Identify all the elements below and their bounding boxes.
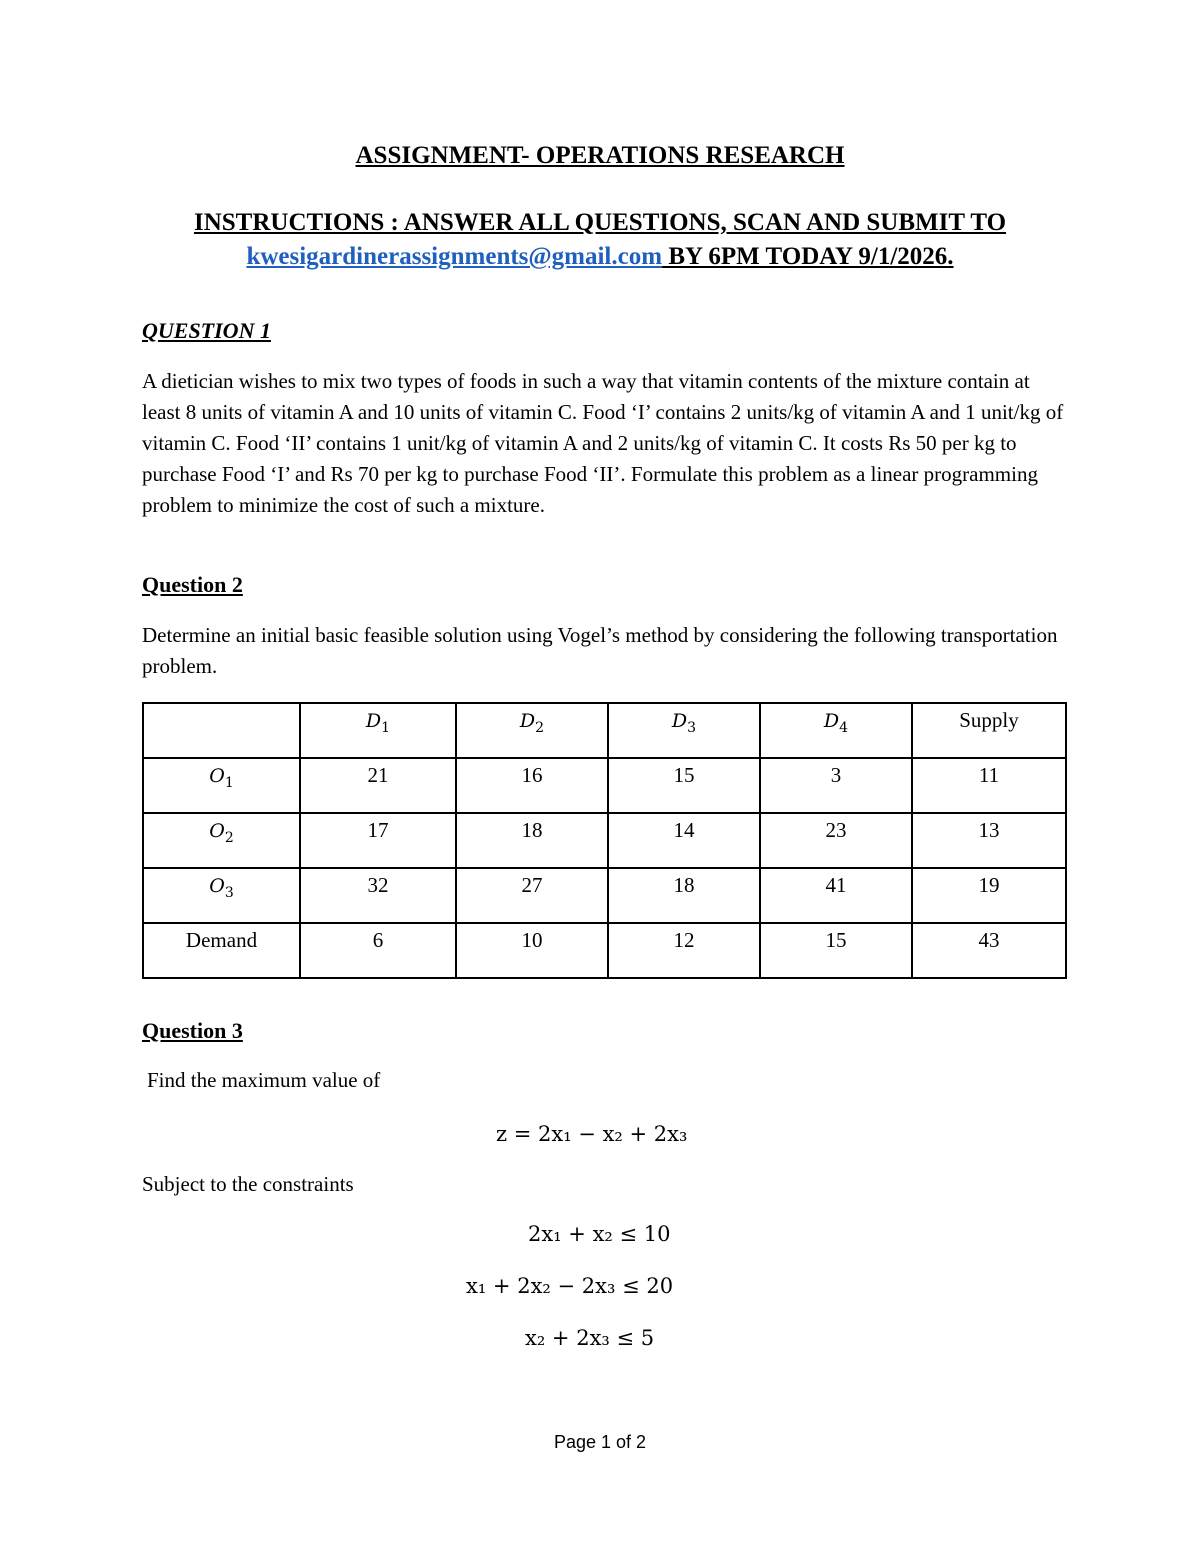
deadline-text: BY 6PM TODAY 9/1/2026. (662, 243, 954, 270)
header-d3: $D_3$ (608, 703, 760, 758)
row-label-o2: $O_2$ (143, 813, 300, 868)
table-cell: 11 (912, 758, 1066, 813)
demand-row (143, 923, 1066, 978)
table-cell: 12 (608, 923, 760, 978)
table-cell: 43 (912, 923, 1066, 978)
constraint-2: x₁ + 2x₂ − 2x₃ ≤ 20 (466, 1274, 674, 1298)
question-3-heading: Question 3 (142, 1018, 243, 1043)
table-corner-cell (143, 703, 300, 758)
transportation-table (142, 702, 1067, 979)
question-3-intro: Find the maximum value of (147, 1068, 381, 1092)
email-link[interactable]: kwesigardinerassignments@gmail.com (246, 243, 663, 270)
table-cell: 14 (608, 813, 760, 868)
table-header-row (143, 703, 1066, 758)
table-cell: 23 (760, 813, 912, 868)
question-1-heading: QUESTION 1 (142, 318, 271, 343)
instructions-text: INSTRUCTIONS : ANSWER ALL QUESTIONS, SCAN AND SUBMIT TO (193, 209, 1007, 236)
row-label-o1: $O_1$ (143, 758, 300, 813)
table-cell: 18 (456, 813, 608, 868)
table-row (143, 813, 1066, 868)
header-d4: $D_4$ (760, 703, 912, 758)
header-d2: $D_2$ (456, 703, 608, 758)
row-label-o3: $O_3$ (143, 868, 300, 923)
constraint-1: 2x₁ + x₂ ≤ 10 (528, 1222, 671, 1246)
table-row (143, 868, 1066, 923)
objective-function: z = 2x₁ − x₂ + 2x₃ (496, 1122, 688, 1146)
header-supply: Supply (912, 703, 1066, 758)
table-cell: 13 (912, 813, 1066, 868)
table-cell: 16 (456, 758, 608, 813)
table-cell: 17 (300, 813, 456, 868)
question-1-text: A dietician wishes to mix two types of foods in such a way that vitamin contents of the mixture contain at least 8 units of vitamin A and 10 units of vitamin C. Food ‘I’ contains 2 units/kg of vitamin A and 1 unit/kg of vitamin C. Food ‘II’ contains 1 unit/kg of vitamin A and 2 units/kg of vitamin C. It costs Rs 50 per kg to purchase Food ‘I’ and Rs 70 per kg to purchase Food ‘II’. Formulate this problem as a linear programming problem to minimize the cost of such a mixture. (142, 369, 1064, 517)
question-2-text: Determine an initial basic feasible solution using Vogel’s method by considering the following transportation problem. (142, 623, 1058, 678)
table-cell: 32 (300, 868, 456, 923)
question-2-heading: Question 2 (142, 572, 243, 597)
constraints-label: Subject to the constraints (142, 1172, 354, 1196)
row-label-demand: Demand (143, 923, 300, 978)
header-d1: $D_1$ (300, 703, 456, 758)
table-cell: 6 (300, 923, 456, 978)
page-title: ASSIGNMENT- OPERATIONS RESEARCH (355, 142, 845, 169)
table-cell: 41 (760, 868, 912, 923)
table-cell: 15 (608, 758, 760, 813)
table-row (143, 758, 1066, 813)
table-cell: 3 (760, 758, 912, 813)
table-cell: 18 (608, 868, 760, 923)
page-number: Page 1 of 2 (553, 1432, 647, 1452)
table-cell: 27 (456, 868, 608, 923)
instructions (0, 206, 1200, 274)
constraint-3: x₂ + 2x₃ ≤ 5 (525, 1326, 655, 1350)
table-cell: 10 (456, 923, 608, 978)
table-cell: 15 (760, 923, 912, 978)
table-cell: 19 (912, 868, 1066, 923)
table-cell: 21 (300, 758, 456, 813)
